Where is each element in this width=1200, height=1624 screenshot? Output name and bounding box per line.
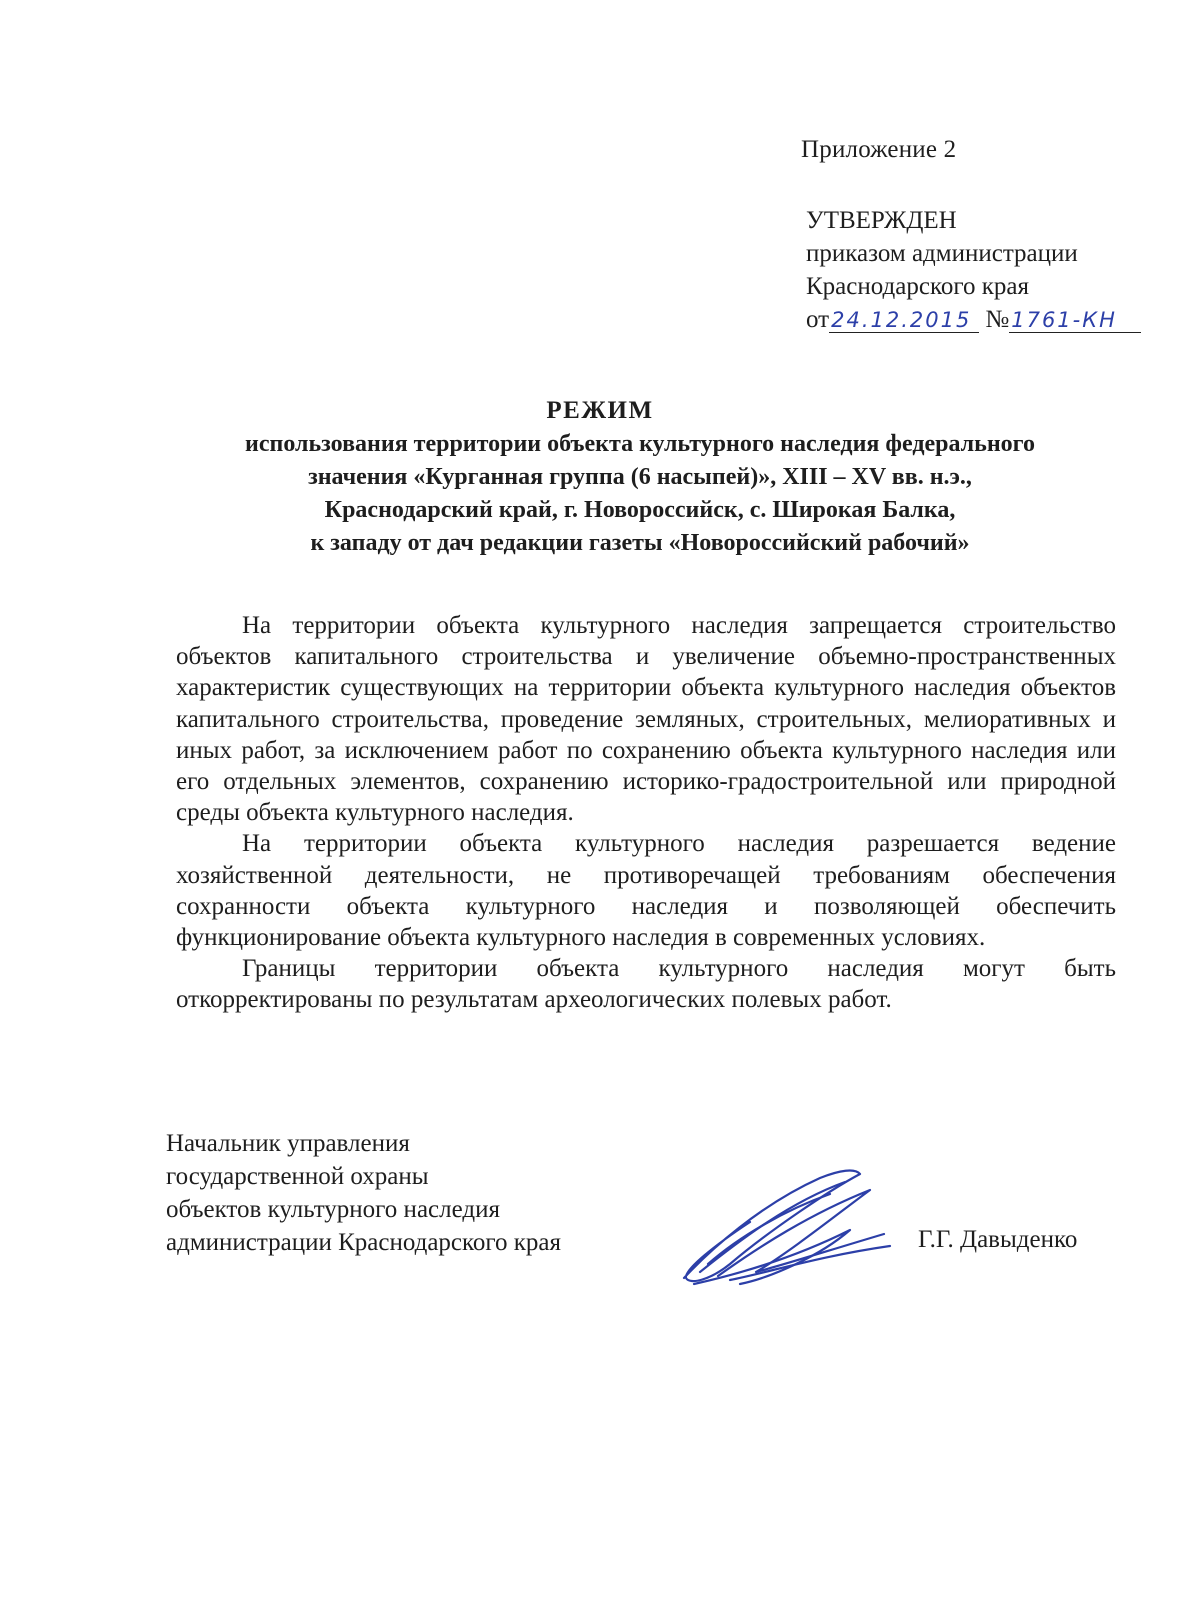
document-title: РЕЖИМ [546,397,654,424]
subtitle-line-1: использования территории объекта культурного наследия федерального [245,431,1035,457]
approval-issuer-line: приказом администрации [806,240,1078,267]
subtitle-line-2: значения «Курганная группа (6 насыпей)», XIII – XV вв. н.э., [308,464,972,490]
handwritten-signature [670,1160,910,1290]
approval-block [806,204,1141,336]
signatory-position [166,1127,561,1259]
handwritten-number: 1761-КН [1009,308,1141,333]
paragraph-boundaries: Границы территории объекта культурного наследия могут быть откорректированы по результатам археологических полевых работ. [176,955,1116,1014]
approval-date-number-line [806,303,1141,336]
paragraph-prohibitions: На территории объекта культурного наследия запрещается строительство объектов капитального строительства и увеличение объемно-пространственных характеристик существующих на территории объекта культурного наследия объектов капитального строительства, проведение земляных, строительных, мелиоративных и иных работ, за исключением работ по сохранению объекта культурного наследия или его отдельных элементов, сохранению историко-градостроительной или природной среды объекта культурного наследия. [176,612,1116,827]
document-body [176,610,1116,1016]
appendix-label: Приложение 2 [801,136,957,163]
subtitle-line-4: к западу от дач редакции газеты «Новороссийский рабочий» [310,530,970,556]
signatory-line-3: объектов культурного наследия [166,1196,500,1223]
number-prefix: № [985,306,1010,333]
document-subtitle [160,428,1120,560]
subtitle-line-3: Краснодарский край, г. Новороссийск, с. Широкая Балка, [324,497,956,523]
signatory-line-2: государственной охраны [166,1163,429,1190]
signatory-line-4: администрации Краснодарского края [166,1229,562,1256]
signatory-line-1: Начальник управления [166,1130,410,1157]
signer-name: Г.Г. Давыденко [918,1226,1078,1253]
approval-region-line: Краснодарского края [806,273,1029,300]
date-prefix: от [806,306,830,333]
approval-status: УТВЕРЖДЕН [806,207,957,234]
handwritten-date: 24.12.2015 [829,308,979,333]
paragraph-permissions: На территории объекта культурного наследия разрешается ведение хозяйственной деятельности, не противоречащей требованиям обеспечения сохранности объекта культурного наследия и позволяющей обеспечить функционирование объекта культурного наследия в современных условиях. [176,830,1116,952]
